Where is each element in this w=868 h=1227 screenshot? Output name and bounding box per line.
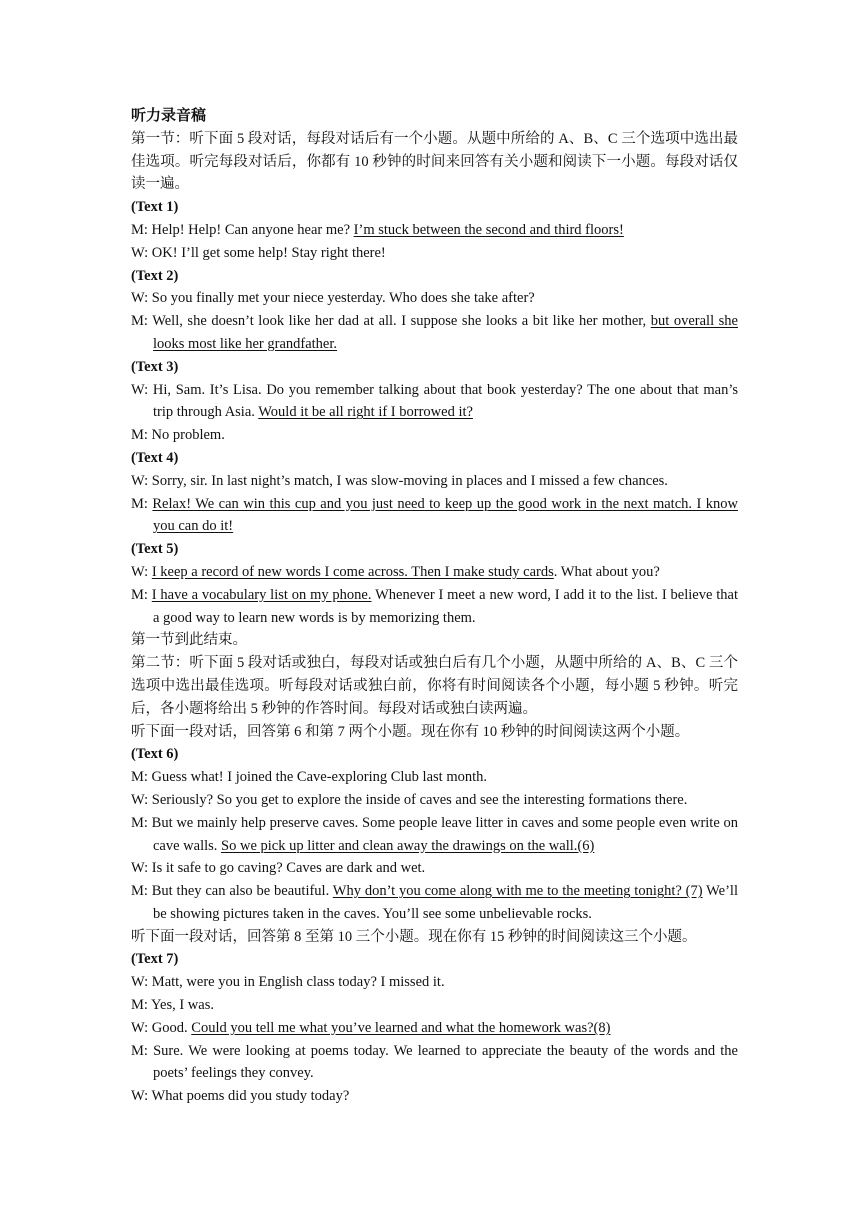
text3-line1-answer: Would it be all right if I borrowed it? bbox=[258, 404, 473, 421]
text6-line3-plain: M: But we mainly help preserve caves. Some people leave litter in caves and some people even write on cave walls. bbox=[131, 814, 738, 854]
text6-line3 bbox=[131, 812, 738, 858]
section2-instructions: 第二节：听下面 5 段对话或独白，每段对话或独白后有几个小题，从题中所给的 A、B、C 三个选项中选出最佳选项。听每段对话或独白前，你将有时间阅读各个小题，每小题 5 秒钟。听完后，各小题将给出 5 秒钟的作答时间。每段对话或独白读两遍。 bbox=[131, 655, 738, 717]
text7-line5: W: What poems did you study today? bbox=[131, 1088, 350, 1105]
text2-line2-plain: M: Well, she doesn’t look like her dad at all. I suppose she looks a bit like her mother, bbox=[131, 313, 651, 330]
text2-line2 bbox=[131, 310, 738, 356]
text5-line1-plain: W: bbox=[131, 563, 152, 580]
text2-line1: W: So you finally met your niece yesterday. Who does she take after? bbox=[131, 290, 535, 307]
text5-line2-answer: I have a vocabulary list on my phone. bbox=[151, 586, 372, 603]
text7-line3-answer: Could you tell me what you’ve learned and what the homework was?(8) bbox=[191, 1019, 611, 1036]
text6-line1: M: Guess what! I joined the Cave-exploring Club last month. bbox=[131, 769, 488, 786]
text4-heading: (Text 4) bbox=[131, 449, 179, 466]
text3-heading: (Text 3) bbox=[131, 358, 179, 375]
text7-line3 bbox=[131, 1017, 738, 1040]
text6-line5 bbox=[131, 880, 738, 926]
transcript-page bbox=[131, 105, 738, 1108]
text3-line1-plain: W: Hi, Sam. It’s Lisa. Do you remember talking about that book yesterday? The one about that man’s trip through Asia. bbox=[131, 381, 738, 421]
text2-heading: (Text 2) bbox=[131, 267, 179, 284]
text2-line2-answer: but overall she looks most like her grandfather. bbox=[153, 313, 738, 352]
text6-line4: W: Is it safe to go caving? Caves are dark and wet. bbox=[131, 860, 426, 877]
text7-line1: W: Matt, were you in English class today? I missed it. bbox=[131, 974, 445, 991]
text6-line5-plain: M: But they can also be beautiful. bbox=[131, 883, 333, 900]
text5-line1-answer: I keep a record of new words I come across. Then I make study cards bbox=[151, 563, 554, 580]
text6-heading: (Text 6) bbox=[131, 746, 179, 763]
text3-line1 bbox=[131, 379, 738, 425]
text6-line2: W: Seriously? So you get to explore the inside of caves and see the interesting formations there. bbox=[131, 791, 688, 808]
text1-line1-plain: M: Help! Help! Can anyone hear me? bbox=[131, 221, 354, 238]
text5-line2-tail: Whenever I meet a new word, I add it to the list. I believe that a good way to learn new words is by memorizing them. bbox=[153, 586, 738, 626]
section1-instructions: 第一节：听下面 5 段对话，每段对话后有一个小题。从题中所给的 A、B、C 三个选项中选出最佳选项。听完每段对话后，你都有 10 秒钟的时间来回答有关小题和阅读下一小题。每段对话仅读一遍。 bbox=[131, 130, 738, 193]
text1-heading: (Text 1) bbox=[131, 199, 179, 216]
text6-line5-answer: Why don’t you come along with me to the meeting tonight? (7) bbox=[332, 883, 703, 900]
text3-line2: M: No problem. bbox=[131, 427, 225, 444]
section1-end: 第一节到此结束。 bbox=[131, 632, 247, 649]
text5-line1 bbox=[131, 561, 738, 584]
text7-heading: (Text 7) bbox=[131, 951, 179, 968]
text4-line1: W: Sorry, sir. In last night’s match, I was slow-moving in places and I missed a few chances. bbox=[131, 472, 668, 489]
text5-heading: (Text 5) bbox=[131, 541, 179, 558]
text6-line5-tail: We’ll be showing pictures taken in the caves. You’ll see some unbelievable rocks. bbox=[153, 883, 738, 922]
text1-line1-answer: I’m stuck between the second and third floors! bbox=[353, 221, 624, 238]
text6-line3-answer: So we pick up litter and clean away the drawings on the wall.(6) bbox=[221, 837, 595, 854]
page-title: 听力录音稿 bbox=[131, 108, 207, 124]
text1-line2: W: OK! I’ll get some help! Stay right there! bbox=[131, 244, 386, 261]
text4-line2 bbox=[131, 493, 738, 539]
text5-line1-tail: . What about you? bbox=[553, 563, 660, 580]
text5-line2 bbox=[131, 584, 738, 630]
text7-line2: M: Yes, I was. bbox=[131, 997, 214, 1014]
text4-line2-answer: Relax! We can win this cup and you just need to keep up the good work in the next match. I know you can do it! bbox=[152, 495, 738, 535]
text5-line2-plain: M: bbox=[131, 586, 152, 603]
q8-10-instructions: 听下面一段对话，回答第 8 至第 10 三个小题。现在你有 15 秒钟的时间阅读这三个小题。 bbox=[131, 928, 697, 945]
text1-line1 bbox=[131, 219, 738, 242]
q6-7-instructions: 听下面一段对话，回答第 6 和第 7 两个小题。现在你有 10 秒钟的时间阅读这两个小题。 bbox=[131, 723, 690, 740]
text7-line4: M: Sure. We were looking at poems today. We learned to appreciate the beauty of the words and the poets’ feelings they convey. bbox=[131, 1042, 738, 1082]
text4-line2-plain: M: bbox=[131, 495, 153, 512]
text7-line3-plain: W: Good. bbox=[131, 1019, 192, 1036]
